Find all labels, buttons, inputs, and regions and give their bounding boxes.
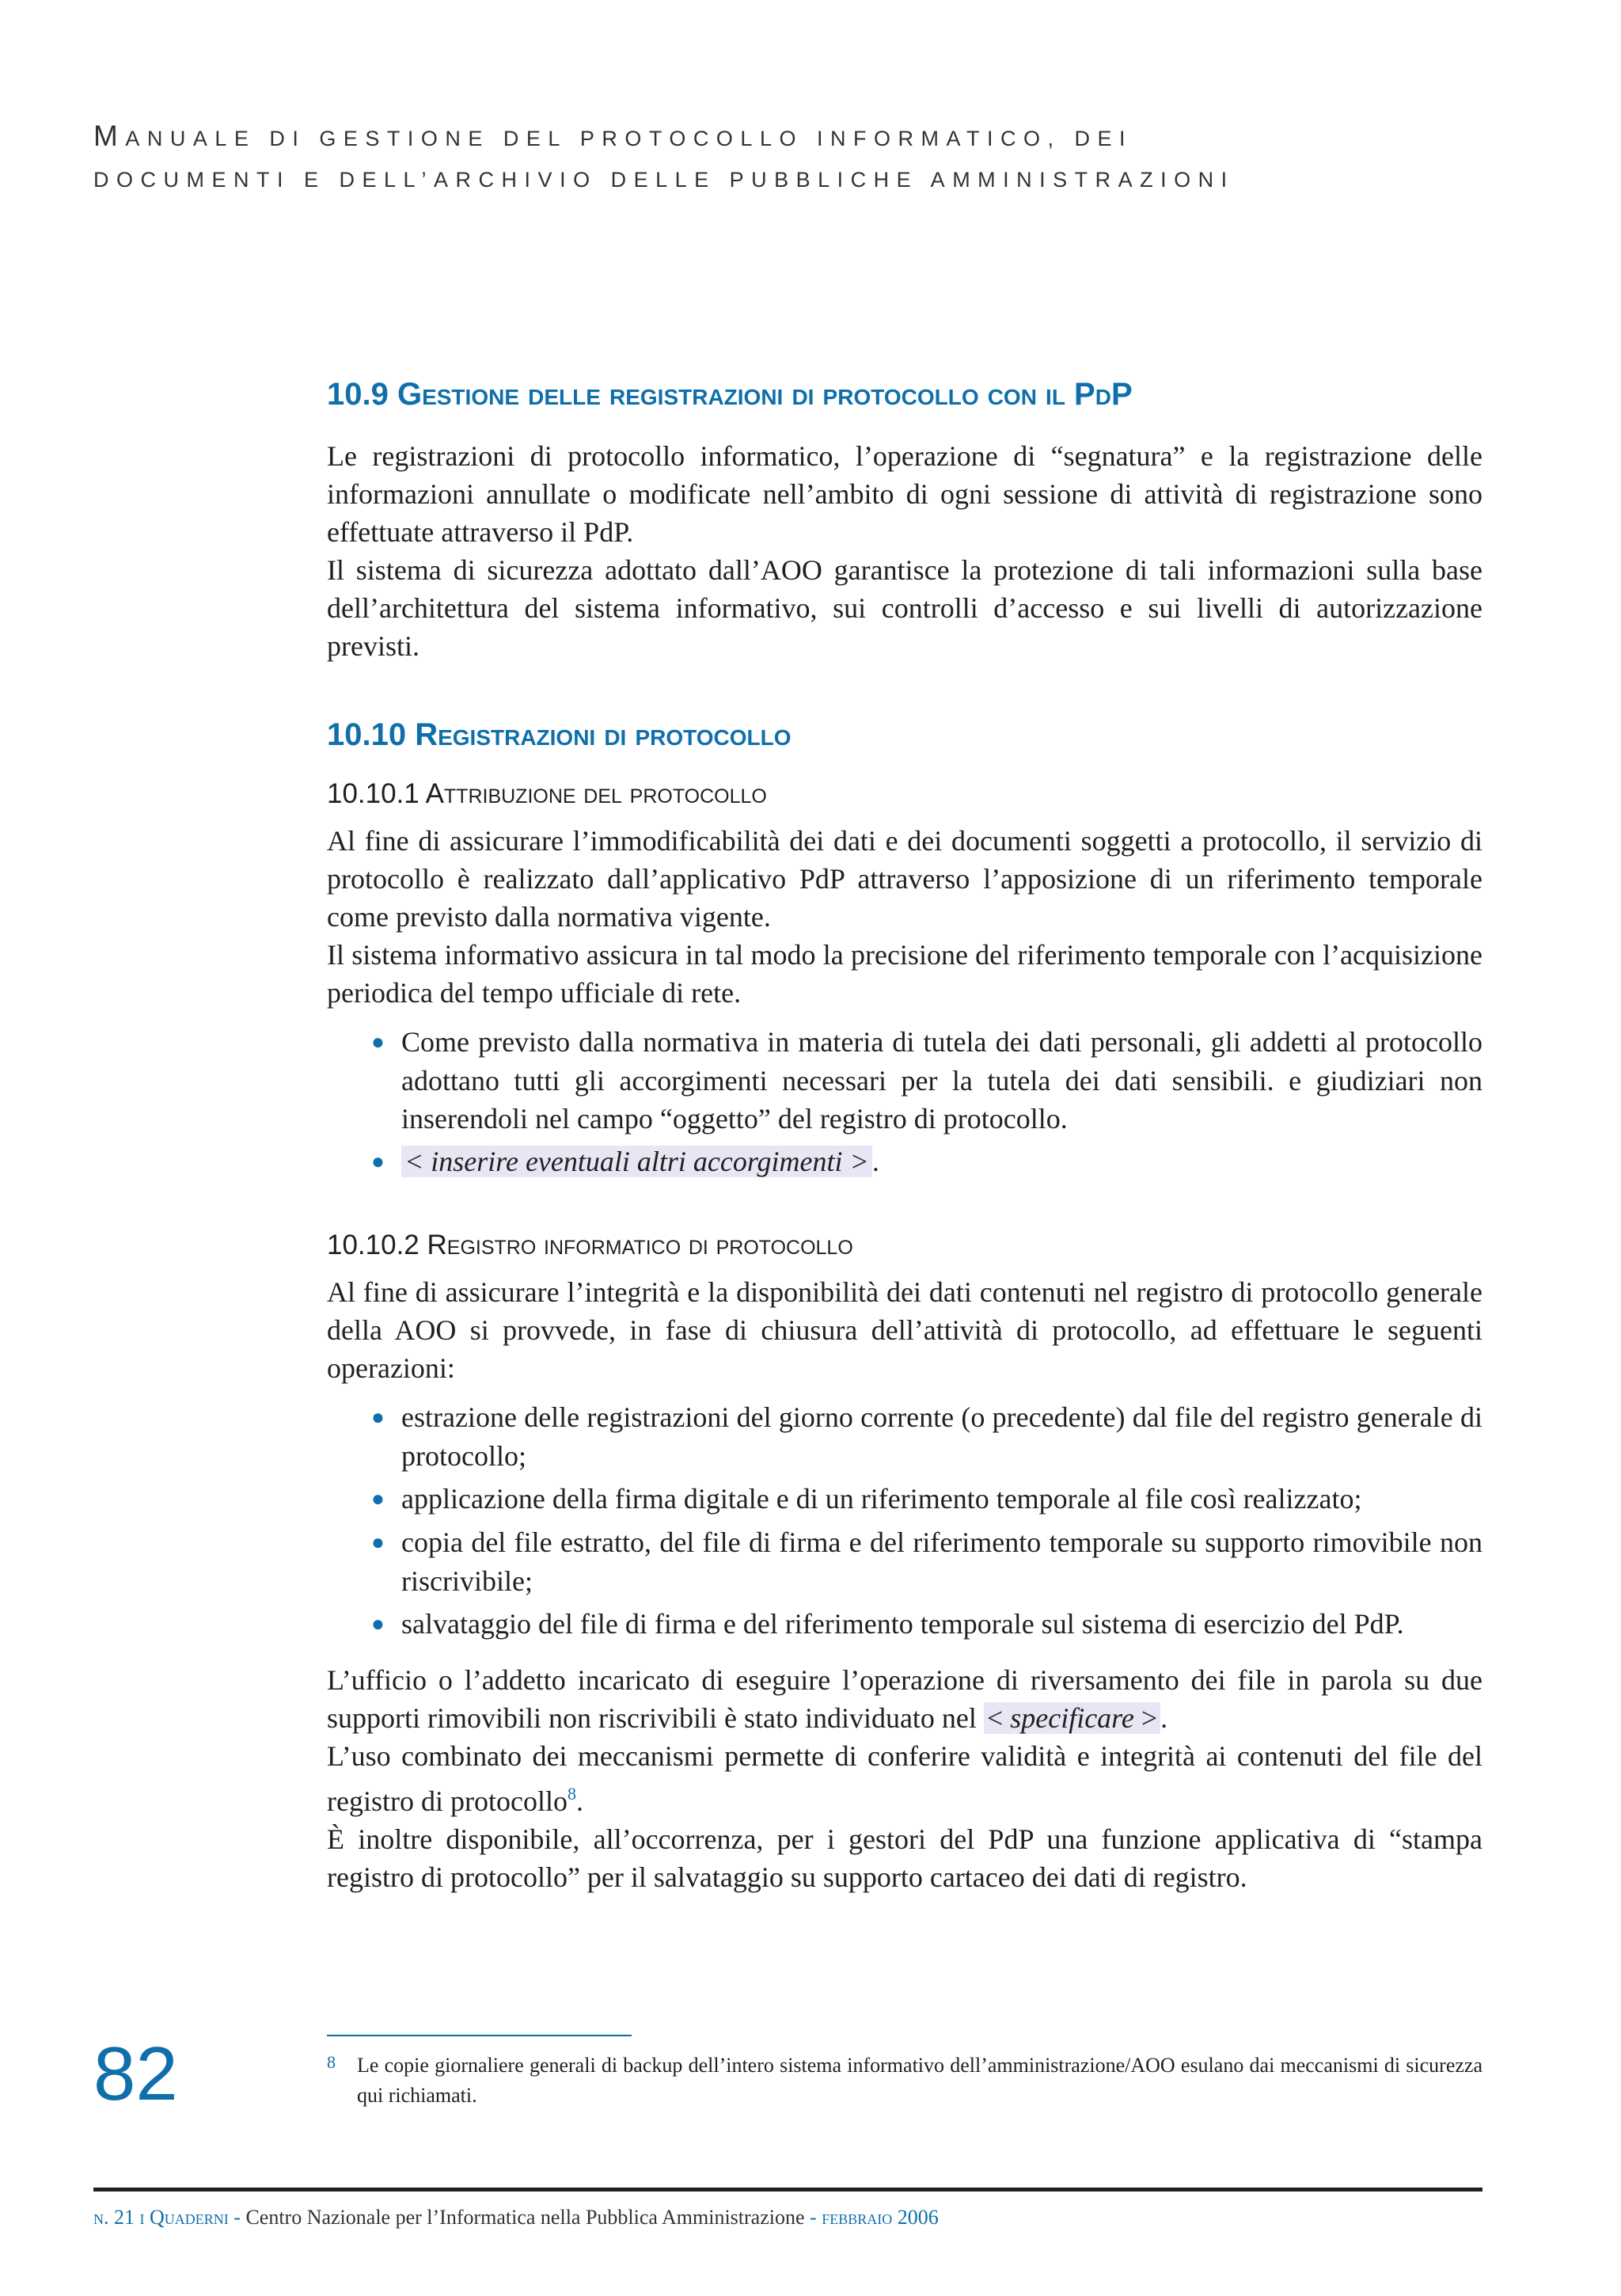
section-10-10-1-list [327, 1023, 1482, 1181]
running-head [93, 116, 1518, 200]
paragraph-tail: . [575, 1785, 583, 1817]
footer-publisher: Centro Nazionale per l’Informatica nella Pubblica Amministrazione [245, 2206, 805, 2229]
list-item-text: applicazione della firma digitale e di un riferimento temporale al file così realizzato; [401, 1483, 1362, 1515]
section-10-10-1-heading: 10.10.1 Attribuzione del protocollo [327, 778, 767, 809]
footer-date: febbraio 2006 [822, 2206, 939, 2229]
placeholder-open: < [986, 1702, 1011, 1734]
list-item [327, 1398, 1482, 1475]
list-item-text: copia del file estratto, del file di firma e del riferimento temporale su supporto rimovibile non riscrivibile; [401, 1526, 1482, 1597]
footer-separator: - [228, 2206, 246, 2229]
list-item-text: estrazione delle registrazioni del giorno corrente (o precedente) dal file del registro generale di protocollo; [401, 1401, 1482, 1472]
placeholder-field [984, 1702, 1160, 1734]
footer-issue: n. 21 i Quaderni [93, 2206, 229, 2229]
list-item [327, 1605, 1482, 1644]
footer-separator: - [804, 2206, 822, 2229]
placeholder-close: > [1133, 1702, 1158, 1734]
running-head-initial: M [93, 120, 126, 152]
footnote-divider [327, 2035, 632, 2036]
running-head-line1 [93, 116, 1518, 159]
section-10-9-paragraph: Il sistema di sicurezza adottato dall’AOO garantisce la protezione di tali informazioni sulla base dell’architettura del sistema informativo, sui controlli d’accesso e sui livelli di autorizzazione previsti. [327, 554, 1482, 662]
bullet-icon: ● [371, 1487, 385, 1511]
paragraph-tail: . [1160, 1702, 1168, 1734]
footnote-text: Le copie giornaliere generali di backup dell’intero sistema informativo dell’amministrazione/AOO esulano dai meccanismi di sicurezza qui richiamati. [357, 2054, 1482, 2107]
paragraph-text: L’uso combinato dei meccanismi permette di conferire validità e integrità ai contenuti del file del registro di protocollo [327, 1740, 1482, 1817]
placeholder-field: < inserire eventuali altri accorgimenti > [401, 1146, 872, 1177]
list-item-text: salvataggio del file di firma e del riferimento temporale sul sistema di esercizio del PdP. [401, 1608, 1404, 1640]
section-10-10-2-paragraph [327, 1661, 1482, 1737]
list-item [327, 1142, 1482, 1181]
section-10-10-1-paragraph: Al fine di assicurare l’immodificabilità dei dati e dei documenti soggetti a protocollo, il servizio di protocollo è realizzato dall’applicativo PdP attraverso l’apposizione di un riferimento temporale come previsto dalla normativa vigente. [327, 825, 1482, 933]
section-10-10-2-heading: 10.10.2 Registro informatico di protocollo [327, 1230, 853, 1260]
section-10-10-1-paragraph: Il sistema informativo assicura in tal modo la precisione del riferimento temporale con l’acquisizione periodica del tempo ufficiale di rete. [327, 939, 1482, 1009]
footer-divider [93, 2188, 1482, 2191]
list-item-tail: . [871, 1146, 879, 1177]
paragraph-text: L’ufficio o l’addetto incaricato di eseguire l’operazione di riversamento dei file in parola su due supporti rimovibili non riscrivibili è stato individuato nel [327, 1664, 1482, 1734]
section-10-10-heading: 10.10 Registrazioni di protocollo [327, 717, 792, 752]
bullet-icon: ● [371, 1530, 385, 1555]
section-10-10-2-paragraph [327, 1737, 1482, 1820]
running-head-line1-text: ANUALE DI GESTIONE DEL PROTOCOLLO INFORMATICO, DEI [125, 127, 1133, 150]
page-body [327, 372, 1482, 1896]
page-footer [93, 2203, 1482, 2232]
list-item [327, 1480, 1482, 1519]
list-item [327, 1523, 1482, 1600]
bullet-icon: ● [371, 1030, 385, 1055]
section-10-9-heading: 10.9 Gestione delle registrazioni di protocollo con il PdP [327, 377, 1133, 412]
list-item-text: Come previsto dalla normativa in materia di tutela dei dati personali, gli addetti al protocollo adottano tutti gli accorgimenti necessari per la tutela dei dati sensibili. e giudiziari non inserendoli nel campo “oggetto” del registro di protocollo. [401, 1026, 1482, 1135]
footnote-mark: 8 [327, 2052, 336, 2072]
section-10-10-2-intro: Al fine di assicurare l’integrità e la disponibilità dei dati contenuti nel registro di protocollo generale della AOO si provvede, in fase di chiusura dell’attività di protocollo, ad effettuare le seguenti operazioni: [327, 1276, 1482, 1384]
placeholder-word: specificare [1010, 1702, 1134, 1734]
bullet-icon: ● [371, 1612, 385, 1636]
page-number: 82 [93, 2032, 178, 2116]
section-10-9-paragraph: Le registrazioni di protocollo informatico, l’operazione di “segnatura” e la registrazione delle informazioni annullate o modificate nell’ambito di ogni sessione di attività di registrazione sono effettuate attraverso il PdP. [327, 440, 1482, 548]
running-head-line2: DOCUMENTI E DELL’ARCHIVIO DELLE PUBBLICHE AMMINISTRAZIONI [93, 168, 1235, 192]
section-10-10-2-list [327, 1398, 1482, 1644]
bullet-icon: ● [371, 1405, 385, 1430]
bullet-icon: ● [371, 1150, 385, 1174]
footnote [327, 2051, 1482, 2111]
section-10-10-2-paragraph: È inoltre disponibile, all’occorrenza, per i gestori del PdP una funzione applicativa di “stampa registro di protocollo” per il salvataggio su supporto cartaceo dei dati di registro. [327, 1823, 1482, 1893]
footnote-reference[interactable]: 8 [567, 1784, 576, 1804]
list-item [327, 1023, 1482, 1138]
